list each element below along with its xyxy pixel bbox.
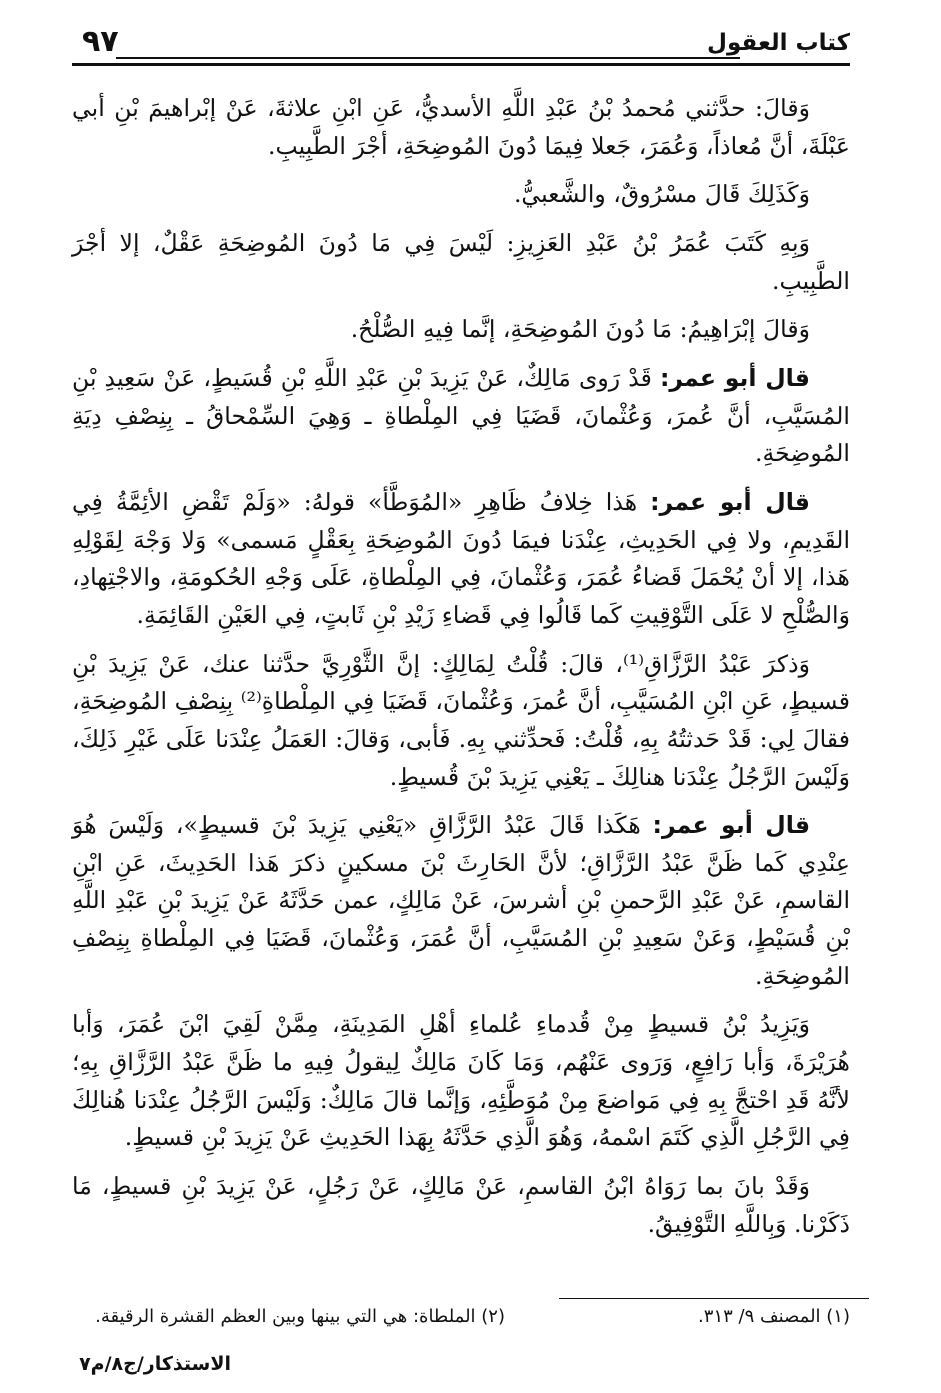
paragraph xyxy=(72,311,850,349)
paragraph xyxy=(72,90,850,165)
paragraph-text: قَدْ رَوى مَالِكٌ، عَنْ يَزِيدَ بْنِ عَبْدِ اللَّهِ بْنِ قُسَيطٍ، عَنْ سَعِيدِ بْنِ المُسَيَّبِ، أنَّ عُمرَ، وَعُثْمانَ، قَضَيَا فِي المِلْطاةِ ـ وَهِيَ السِّمْحاقُ ـ بِنِصْفِ دِيَةِ المُوضِحَةِ. xyxy=(72,363,850,468)
page-number: ٩٧ xyxy=(82,24,119,59)
paragraph xyxy=(72,1006,850,1157)
footnote-2: (٢) الملطاة: هي التي بينها وبين العظم القشرة الرقيقة. xyxy=(95,1306,505,1327)
running-title: كتاب العقول xyxy=(707,30,850,56)
paragraph-text: وَيَزِيدُ بْنُ قسيطٍ مِنْ قُدماءِ عُلماءِ أهْلِ المَدِينَةِ، مِمَّنْ لَقِيَ ابْنَ عُمَرَ، وَأبا هُرَيْرَةَ، وَأبا رَافِعٍ، وَرَوى عَنْهُم، وَمَا كَانَ مَالِكٌ لِيقولُ فِيهِ ما ظَنَّ عَبْدُ الرَّزَّاقِ بِهِ؛ لأنَّهُ قَدِ احْتجَّ بِهِ فِي مَواضعَ مِنْ مُوَطَّئِهِ، وَإنَّما قالَ مَالِكٌ: وَلَيْسَ الرَّجُلُ عِنْدَنا هُنالِكَ فِي الرَّجُلِ الَّذِي كَتَمَ اسْمهُ، وَهُوَ الَّذِي حَدَّثَهُ بِهَذا الحَدِيثِ عَنْ يَزِيدَ بْنِ قسيطٍ. xyxy=(72,1010,850,1152)
paragraph-text: وَقالَ إبْرَاهِيمُ: مَا دُونَ المُوضِحَةِ، إنَّما فِيهِ الصُّلْحُ. xyxy=(350,315,810,344)
printer-signature: الاستذكار/ج٨/م٧ xyxy=(79,1353,231,1375)
paragraph xyxy=(72,225,850,300)
main-text xyxy=(72,90,850,1254)
paragraph xyxy=(72,807,850,995)
header-rule xyxy=(72,63,850,66)
footnote-separator xyxy=(559,1298,869,1299)
paragraph-text: هَكَذا قَالَ عَبْدُ الرَّزَّاقِ «يَعْنِي يَزِيدَ بْنَ قسيطٍ»، وَلَيْسَ هُوَ عِنْدِي كَما ظَنَّ عَبْدُ الرَّزَّاقِ؛ لأنَّ الحَارِثَ بْنَ مسكينٍ ذكرَ هَذا الحَدِيثَ، عَنِ ابْنِ القاسمِ، عَنْ عَبْدِ الرَّحمنِ بْنِ أشرسَ، عَنْ مَالِكٍ، عمن حَدَّثَهُ عَنْ يَزِيدَ بْنِ عَبْدِ اللَّهِ بْنِ قُسَيْطٍ، وَعَنْ سَعِيدِ بْنِ المُسَيَّبِ، أنَّ عُمَرَ، وَعُثْمانَ، قَضَيَا فِي المِلْطاةِ بِنِصْفِ المُوضِحَةِ. xyxy=(72,811,850,990)
paragraph-text: وَقالَ: حدَّثني مُحمدُ بْنُ عَبْدِ اللَّهِ الأسديُّ، عَنِ ابْنِ علاثةَ، عَنْ إبْراهيمَ بْنِ أبي عَبْلَةَ، أنَّ مُعاذاً، وَعُمَرَ، جَعلا فِيمَا دُونَ المُوضِحَةِ، أجْرَ الطَّبِيبِ. xyxy=(72,94,850,160)
speaker-label: قال أبو عمر: xyxy=(650,487,811,516)
footnotes xyxy=(72,1306,850,1336)
paragraph-text: وَبِهِ كَتَبَ عُمَرُ بْنُ عَبْدِ العَزِيزِ: لَيْسَ فِي مَا دُونَ المُوضِحَةِ عَقْلٌ، إلا أجْرَ الطَّبِيبِ. xyxy=(72,228,850,295)
paragraph-text: وَقَدْ بانَ بما رَوَاهُ ابْنُ القاسمِ، عَنْ مَالِكٍ، عَنْ رَجُلٍ، عَنْ يَزِيدَ بْنِ قسيطٍ، مَا ذَكَرْنا. وَبِاللَّهِ التَّوْفِيقُ. xyxy=(72,1172,850,1238)
paragraph xyxy=(72,360,850,473)
speaker-label: قال أبو عمر: xyxy=(652,811,811,840)
paragraph xyxy=(72,176,850,214)
footnote-1: (١) المصنف ٩/ ٣١٣. xyxy=(698,1306,850,1327)
paragraph xyxy=(72,1168,850,1243)
paragraph-text: هَذا خِلافُ ظَاهِرِ «المُوَطَّأ» قولهُ: «وَلَمْ تَقْضِ الأئِمَّةُ فِي القَدِيمِ، ولا فِي الحَدِيثِ، عِنْدَنا فيمَا دُونَ المُوضِحَةِ بِعَقْلٍ مَسمى» وَلا وَجْهَ لِقَوْلِهِ هَذا، إلا أنْ يُحْمَلَ قَضاءُ عُمَرَ، وَعُثْمانَ، فِي المِلْطاةِ، عَلَى وَجْهِ الحُكومَةِ، والاجْتِهادِ، وَالصُّلْحِ لا عَلَى التَّوْقِيتِ كَما قَالُوا فِي قَضاءِ زَيْدِ بْنِ ثَابتٍ، فِي العَيْنِ القَائِمَةِ. xyxy=(72,487,850,629)
paragraph xyxy=(72,646,850,797)
paragraph-text: وَذكرَ عَبْدُ الرَّزَّاقِ⁽¹⁾، قالَ: قُلْتُ لِمَالِكٍ: إنَّ الثَّوْرِيَّ حدَّثنا عنك، عَنْ يَزِيدَ بْنِ قسيطٍ، عَنِ ابْنِ المُسَيَّبِ، أنَّ عُمرَ، وَعُثْمانَ، قَضَيَا فِي المِلْطاةِ⁽²⁾ بِنِصْفِ المُوضِحَةِ، فقالَ لِي: قَدْ حَدثتُهُ بِهِ، قُلْتُ: فَحدِّثني بِهِ. فَأبى، وَقالَ: العَمَلُ عِنْدَنا عَلَى غَيْرِ ذَلِكَ، وَلَيْسَ الرَّجُلُ عِنْدَنا هنالِكَ ـ يَعْنِي يَزِيدَ بْنَ قُسيطٍ. xyxy=(72,649,850,791)
page-header xyxy=(72,20,850,68)
paragraph-text: وَكَذَلِكَ قَالَ مسْرُوقٌ، والشَّعبيُّ. xyxy=(513,180,810,209)
speaker-label: قال أبو عمر: xyxy=(659,363,810,392)
paragraph xyxy=(72,484,850,635)
header-rule-thin xyxy=(116,57,740,59)
